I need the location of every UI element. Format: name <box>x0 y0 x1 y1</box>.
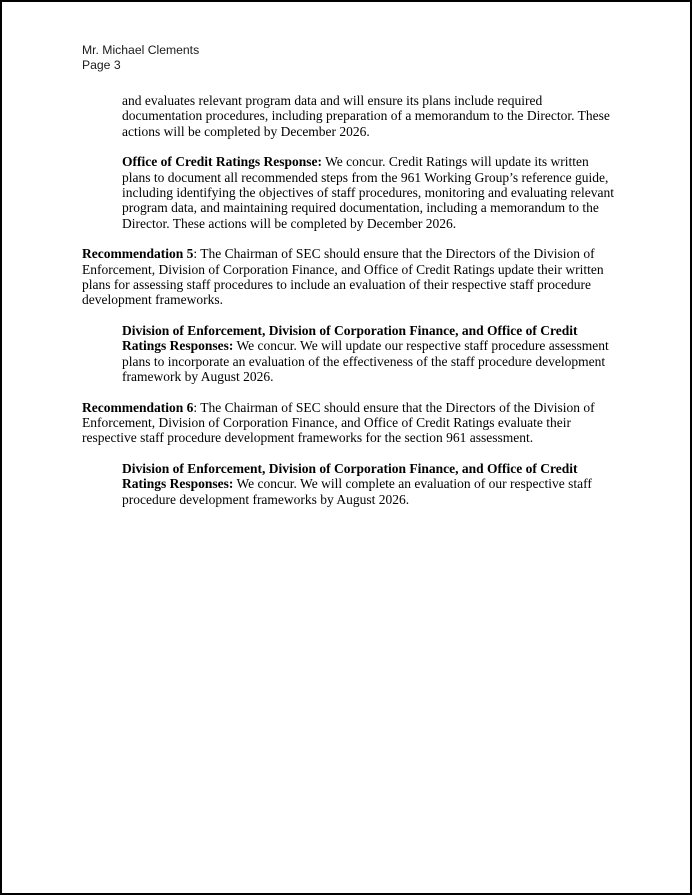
paragraph-bold-leadin: Division of Enforcement, Division of Corporation Finance, and Office of Credit Ratings Responses: <box>122 322 578 354</box>
page-number-line: Page 3 <box>82 58 121 72</box>
page-header <box>82 43 614 73</box>
paragraph-text: : The Chairman of SEC should ensure that the Directors of the Division of Enforcement, Division of Corporation Finance, and Office of Credit Ratings evaluate their respective staff procedure development frameworks for the section 961 assessment. <box>82 399 595 446</box>
paragraph-text: We concur. We will complete an evaluation of our respective staff procedure development frameworks by August 2026. <box>122 476 592 507</box>
paragraph-text: We concur. Credit Ratings will update its written plans to document all recommended steps from the 961 Working Group’s reference guide, including identifying the objectives of staff procedures, monitoring and evaluating relevant program data, and maintaining required documentation, including a memorandum to the Director. These actions will be completed by December 2026. <box>122 154 614 231</box>
paragraph-bold-leadin: Recommendation 5 <box>82 246 194 262</box>
paragraph-bold-leadin: Office of Credit Ratings Response: <box>122 154 322 170</box>
paragraph-text: and evaluates relevant program data and will ensure its plans include required documentation procedures, including preparation of a memorandum to the Director. These actions will be completed by December 2026. <box>122 93 610 139</box>
paragraph-bold-leadin: Division of Enforcement, Division of Corporation Finance, and Office of Credit Ratings Responses: <box>122 460 578 492</box>
recommendation-6-paragraph <box>82 400 614 446</box>
paragraph-bold-leadin: Recommendation 6 <box>82 399 194 415</box>
recommendation-5-paragraph <box>82 246 614 308</box>
paragraph-text: : The Chairman of SEC should ensure that the Directors of the Division of Enforcement, Division of Corporation Finance, and Office of Credit Ratings update their written plans for assessing staff procedures to include an evaluation of their respective staff procedure development frameworks. <box>82 246 604 308</box>
continuation-paragraph <box>122 93 614 139</box>
letter-body <box>82 93 614 507</box>
credit-ratings-response-paragraph <box>122 154 614 231</box>
divisions-response-paragraph <box>122 461 614 507</box>
recipient-line: Mr. Michael Clements <box>82 43 200 57</box>
page-content-area <box>2 2 690 507</box>
divisions-response-paragraph <box>122 323 614 385</box>
paragraph-text: We concur. We will update our respective staff procedure assessment plans to incorporate an evaluation of the effectiveness of the staff procedure development framework by August 2026. <box>122 338 609 385</box>
